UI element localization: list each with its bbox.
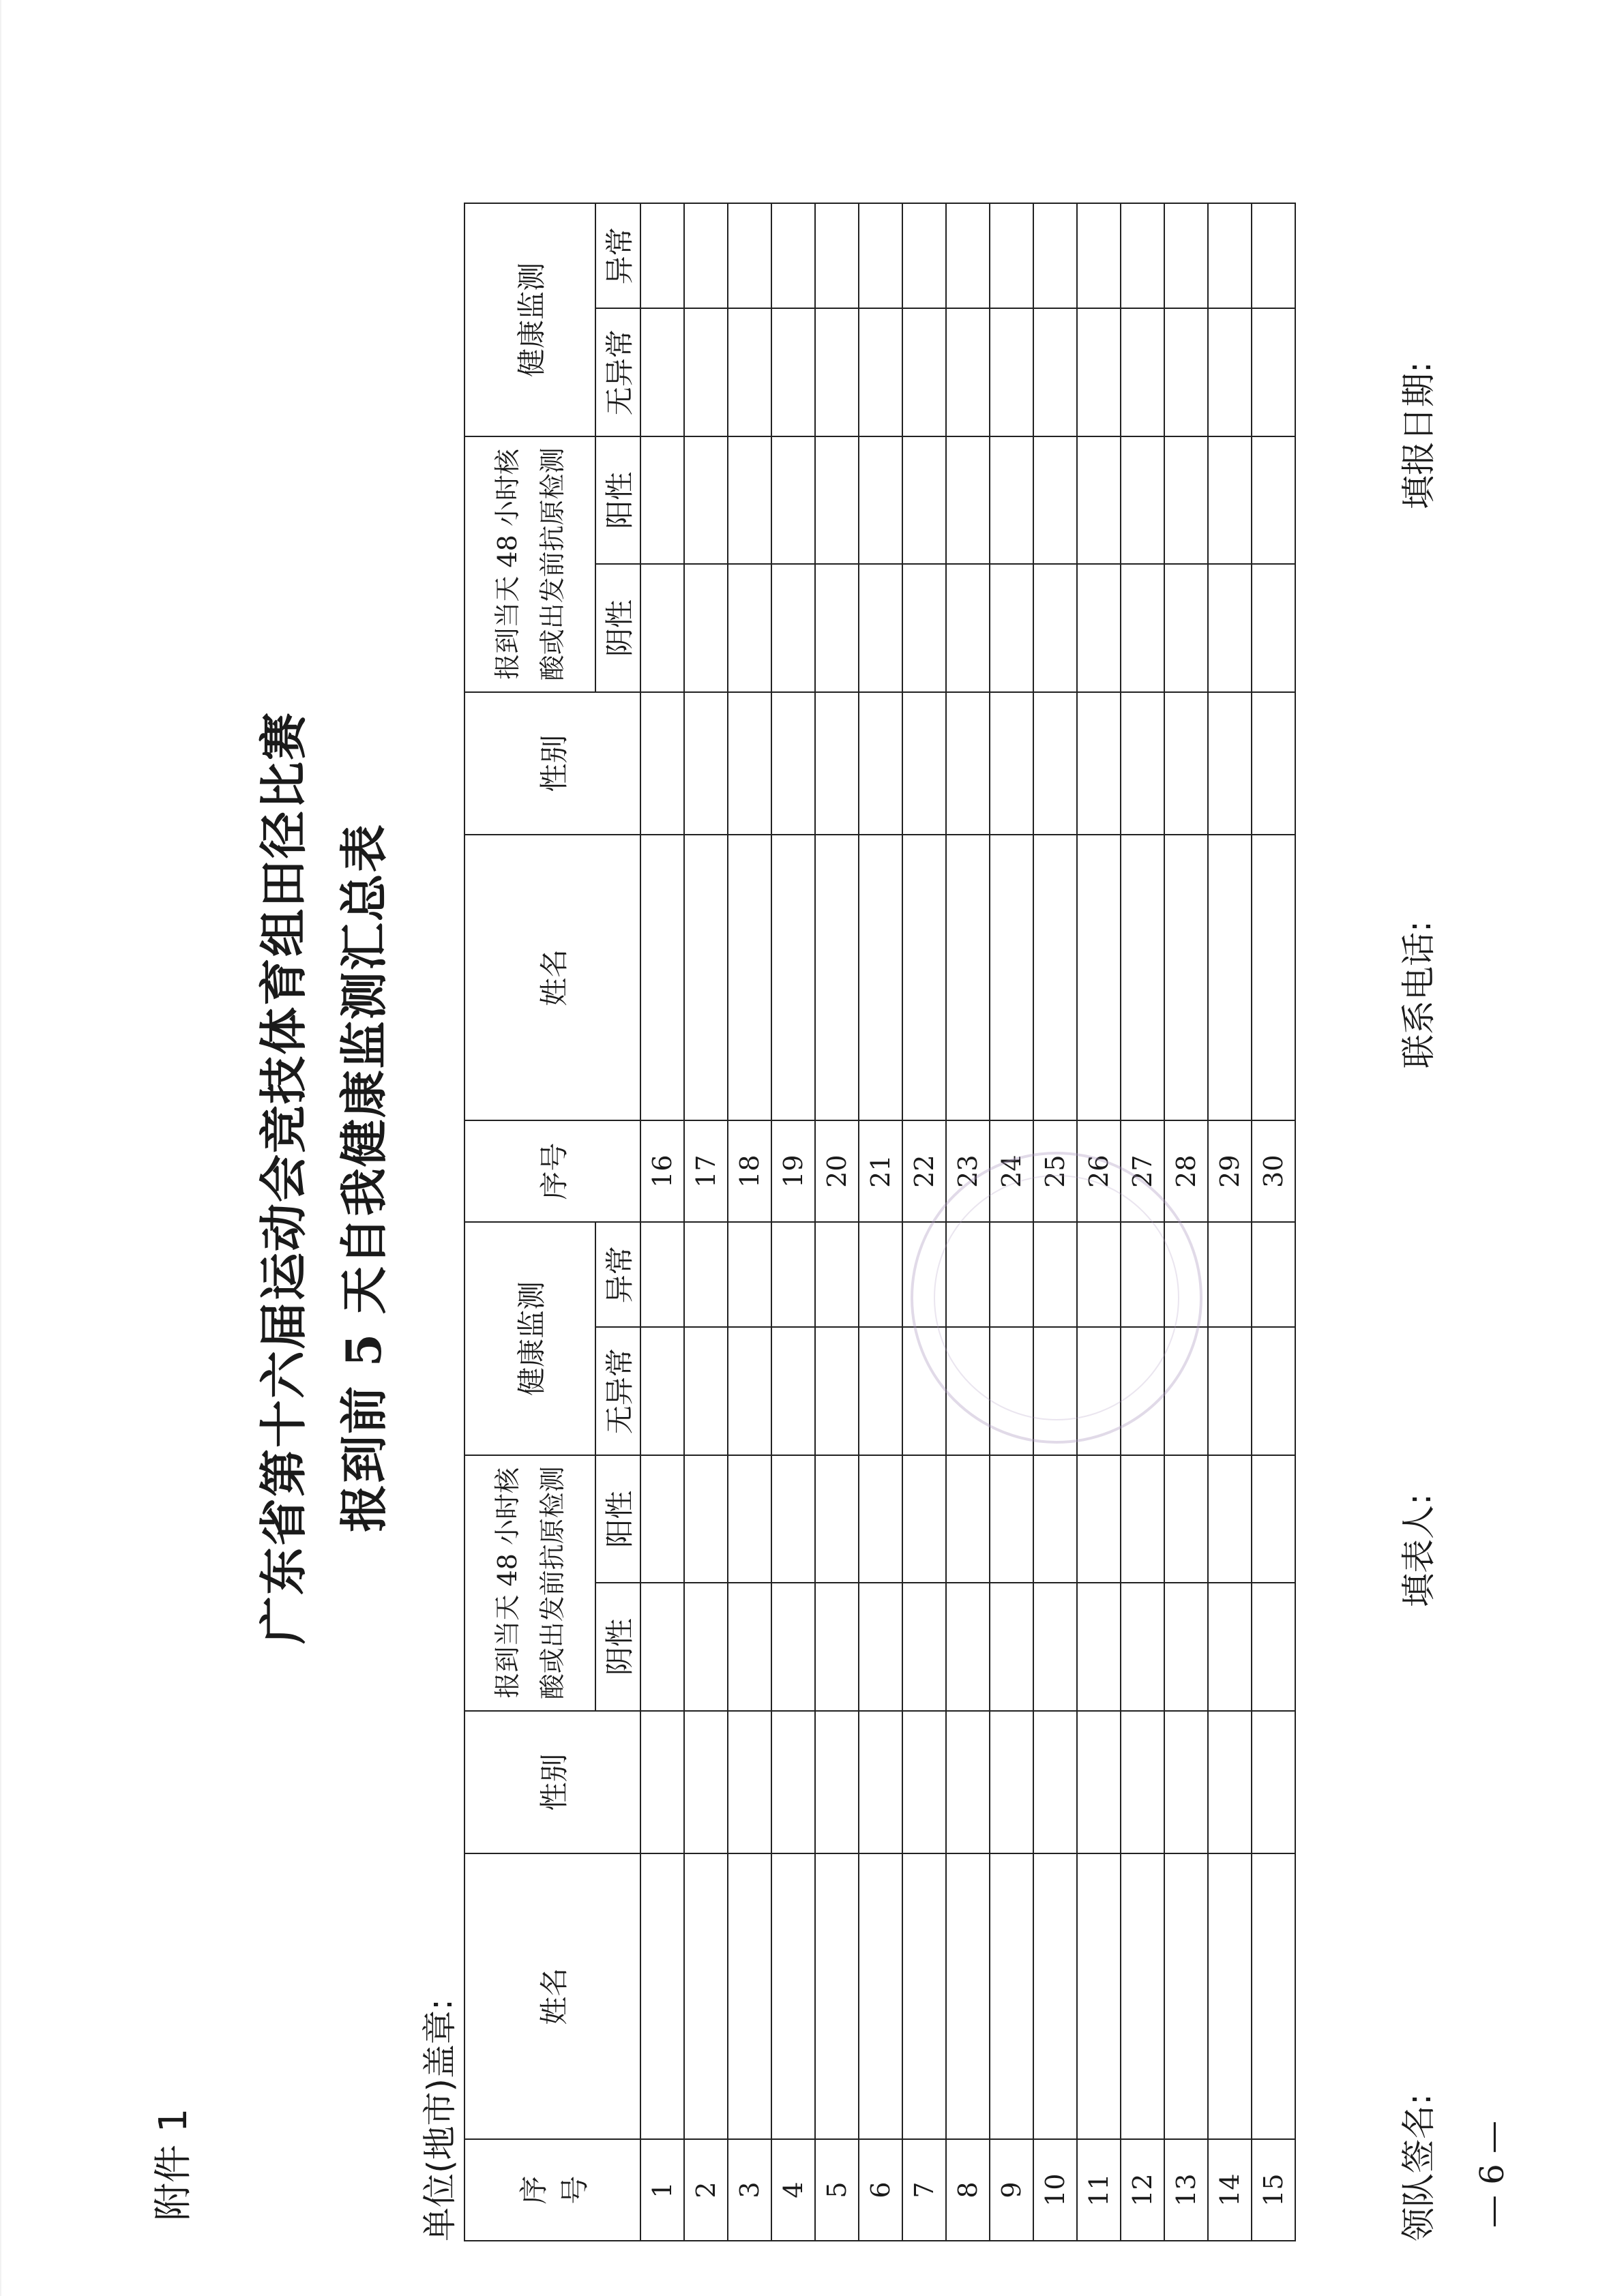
table-row bbox=[771, 203, 815, 2241]
table-cell bbox=[990, 1455, 1033, 1583]
table-cell bbox=[1164, 692, 1208, 835]
table-cell bbox=[1077, 1711, 1121, 1853]
table-cell bbox=[640, 564, 684, 691]
row-number-left: 12 bbox=[1121, 2139, 1164, 2241]
table-cell bbox=[640, 203, 684, 308]
table-cell bbox=[902, 203, 946, 308]
table-cell bbox=[1121, 308, 1164, 436]
test-header-left: 报到当天 48 小时核酸或出发前抗原检测 bbox=[464, 1455, 595, 1711]
rotated-form-canvas bbox=[136, 100, 1511, 2255]
table-cell bbox=[946, 203, 990, 308]
table-cell bbox=[1208, 436, 1252, 564]
row-number-left: 9 bbox=[990, 2139, 1033, 2241]
table-cell bbox=[1077, 1455, 1121, 1583]
table-cell bbox=[771, 1455, 815, 1583]
table-cell bbox=[1121, 203, 1164, 308]
table-cell bbox=[1252, 1711, 1295, 1853]
table-cell bbox=[1252, 308, 1295, 436]
form-title-line-2: 报到前 5 天自我健康监测汇总表 bbox=[336, 823, 392, 1532]
row-number-left: 5 bbox=[815, 2139, 859, 2241]
table-cell bbox=[1252, 436, 1295, 564]
table-cell bbox=[1033, 692, 1077, 835]
row-number-left: 1 bbox=[640, 2139, 684, 2241]
row-number-right: 17 bbox=[684, 1120, 728, 1222]
row-number-left: 11 bbox=[1077, 2139, 1121, 2241]
page-number: — 6 — bbox=[1473, 2120, 1511, 2228]
table-cell bbox=[946, 564, 990, 691]
table-cell bbox=[1252, 1853, 1295, 2139]
table-cell bbox=[990, 1853, 1033, 2139]
table-cell bbox=[1121, 1583, 1164, 1710]
table-cell bbox=[1164, 1711, 1208, 1853]
table-cell bbox=[1208, 1222, 1252, 1327]
row-number-right: 18 bbox=[728, 1120, 771, 1222]
table-cell bbox=[859, 564, 902, 691]
table-cell bbox=[815, 1853, 859, 2139]
row-number-right: 30 bbox=[1252, 1120, 1295, 1222]
table-cell bbox=[815, 1583, 859, 1710]
table-cell bbox=[640, 1327, 684, 1455]
table-row bbox=[859, 203, 902, 2241]
table-cell bbox=[1033, 1853, 1077, 2139]
table-cell bbox=[1121, 564, 1164, 691]
table-cell bbox=[640, 1222, 684, 1327]
table-cell bbox=[946, 1711, 990, 1853]
table-cell bbox=[902, 692, 946, 835]
phone-label: 联系电话: bbox=[1399, 921, 1438, 1069]
table-cell bbox=[815, 835, 859, 1120]
table-cell bbox=[990, 692, 1033, 835]
table-cell bbox=[771, 1583, 815, 1710]
table-cell bbox=[728, 1711, 771, 1853]
table-cell bbox=[815, 1222, 859, 1327]
table-cell bbox=[990, 436, 1033, 564]
row-number-right: 24 bbox=[990, 1120, 1033, 1222]
table-cell bbox=[1252, 564, 1295, 691]
table-cell bbox=[1252, 692, 1295, 835]
table-cell bbox=[771, 203, 815, 308]
row-number-left: 10 bbox=[1033, 2139, 1077, 2241]
header-row-1 bbox=[464, 203, 595, 2241]
table-cell bbox=[859, 1455, 902, 1583]
gender-header-right: 性别 bbox=[464, 692, 640, 835]
table-cell bbox=[640, 1455, 684, 1583]
table-cell bbox=[684, 835, 728, 1120]
table-cell bbox=[902, 308, 946, 436]
table-cell bbox=[640, 1583, 684, 1710]
table-cell bbox=[684, 436, 728, 564]
table-cell bbox=[1208, 1583, 1252, 1710]
table-cell bbox=[1208, 1455, 1252, 1583]
row-number-right: 16 bbox=[640, 1120, 684, 1222]
table-cell bbox=[990, 564, 1033, 691]
table-cell bbox=[902, 1583, 946, 1710]
table-cell bbox=[728, 1583, 771, 1710]
table-cell bbox=[1033, 1583, 1077, 1710]
table-cell bbox=[1121, 436, 1164, 564]
table-cell bbox=[902, 1711, 946, 1853]
table-cell bbox=[946, 1853, 990, 2139]
table-cell bbox=[684, 1222, 728, 1327]
table-cell bbox=[859, 1583, 902, 1710]
table-cell bbox=[771, 1222, 815, 1327]
table-cell bbox=[902, 835, 946, 1120]
table-cell bbox=[902, 564, 946, 691]
table-cell bbox=[728, 692, 771, 835]
table-cell bbox=[1077, 692, 1121, 835]
row-number-left: 15 bbox=[1252, 2139, 1295, 2241]
row-number-right: 23 bbox=[946, 1120, 990, 1222]
table-cell bbox=[1252, 1222, 1295, 1327]
name-header-right: 姓名 bbox=[464, 835, 640, 1120]
table-cell bbox=[1252, 835, 1295, 1120]
table-cell bbox=[1164, 564, 1208, 691]
table-cell bbox=[859, 203, 902, 308]
table-cell bbox=[990, 308, 1033, 436]
table-cell bbox=[815, 564, 859, 691]
table-cell bbox=[859, 308, 902, 436]
table-cell bbox=[815, 436, 859, 564]
table-cell bbox=[1208, 835, 1252, 1120]
table-cell bbox=[1164, 1455, 1208, 1583]
table-cell bbox=[946, 1583, 990, 1710]
table-cell bbox=[1252, 1327, 1295, 1455]
row-number-right: 29 bbox=[1208, 1120, 1252, 1222]
table-cell bbox=[684, 692, 728, 835]
table-row bbox=[1252, 203, 1295, 2241]
test-header-right: 报到当天 48 小时核酸或出发前抗原检测 bbox=[464, 436, 595, 692]
table-cell bbox=[771, 308, 815, 436]
table-cell bbox=[1121, 1853, 1164, 2139]
normal-header-left: 无异常 bbox=[595, 1327, 640, 1455]
table-cell bbox=[771, 1853, 815, 2139]
table-cell bbox=[859, 1222, 902, 1327]
table-cell bbox=[946, 1455, 990, 1583]
gender-header-left: 性别 bbox=[464, 1711, 640, 1853]
row-number-right: 28 bbox=[1164, 1120, 1208, 1222]
table-cell bbox=[859, 436, 902, 564]
table-cell bbox=[728, 1853, 771, 2139]
table-cell bbox=[728, 436, 771, 564]
table-cell bbox=[946, 692, 990, 835]
table-cell bbox=[1121, 1455, 1164, 1583]
table-cell bbox=[728, 835, 771, 1120]
table-cell bbox=[684, 1853, 728, 2139]
table-cell bbox=[1164, 308, 1208, 436]
table-cell bbox=[902, 1853, 946, 2139]
table-cell bbox=[1208, 308, 1252, 436]
table-cell bbox=[815, 1711, 859, 1853]
table-cell bbox=[859, 835, 902, 1120]
row-number-right: 21 bbox=[859, 1120, 902, 1222]
table-cell bbox=[1208, 564, 1252, 691]
table-cell bbox=[1077, 436, 1121, 564]
row-number-left: 2 bbox=[684, 2139, 728, 2241]
row-number-left: 14 bbox=[1208, 2139, 1252, 2241]
table-cell bbox=[1164, 436, 1208, 564]
table-cell bbox=[771, 692, 815, 835]
table-cell bbox=[771, 1327, 815, 1455]
table-cell bbox=[1077, 308, 1121, 436]
table-cell bbox=[815, 1327, 859, 1455]
table-cell bbox=[771, 564, 815, 691]
normal-header-right: 无异常 bbox=[595, 308, 640, 436]
table-cell bbox=[684, 1327, 728, 1455]
table-cell bbox=[990, 835, 1033, 1120]
row-number-right: 27 bbox=[1121, 1120, 1164, 1222]
table-cell bbox=[684, 564, 728, 691]
table-cell bbox=[728, 308, 771, 436]
table-cell bbox=[859, 692, 902, 835]
table-cell bbox=[1033, 564, 1077, 691]
table-cell bbox=[946, 835, 990, 1120]
table-row bbox=[815, 203, 859, 2241]
row-number-left: 4 bbox=[771, 2139, 815, 2241]
table-cell bbox=[859, 1711, 902, 1853]
negative-header-right: 阴性 bbox=[595, 564, 640, 691]
table-cell bbox=[1208, 692, 1252, 835]
table-cell bbox=[640, 692, 684, 835]
table-cell bbox=[1164, 203, 1208, 308]
table-cell bbox=[1121, 692, 1164, 835]
negative-header-left: 阴性 bbox=[595, 1583, 640, 1710]
table-cell bbox=[728, 564, 771, 691]
table-row bbox=[684, 203, 728, 2241]
row-number-left: 13 bbox=[1164, 2139, 1208, 2241]
row-number-right: 19 bbox=[771, 1120, 815, 1222]
table-cell bbox=[728, 203, 771, 308]
filler-label: 填表人: bbox=[1399, 1493, 1438, 1607]
table-cell bbox=[1077, 564, 1121, 691]
row-number-left: 3 bbox=[728, 2139, 771, 2241]
table-cell bbox=[990, 1583, 1033, 1710]
abnormal-header-left: 异常 bbox=[595, 1222, 640, 1327]
table-cell bbox=[1208, 1711, 1252, 1853]
form-title-line-1: 广东省第十六届运动会竞技体育组田径比赛 bbox=[255, 711, 312, 1644]
abnormal-header-right: 异常 bbox=[595, 203, 640, 308]
table-cell bbox=[1077, 1583, 1121, 1710]
table-cell bbox=[815, 203, 859, 308]
seq-header-left: 序 号 bbox=[464, 2139, 640, 2241]
table-cell bbox=[684, 1455, 728, 1583]
table-cell bbox=[815, 692, 859, 835]
table-cell bbox=[946, 308, 990, 436]
table-cell bbox=[1033, 308, 1077, 436]
table-cell bbox=[990, 203, 1033, 308]
table-cell bbox=[640, 308, 684, 436]
row-number-left: 7 bbox=[902, 2139, 946, 2241]
unit-stamp-label: 单位(地市)盖章: bbox=[420, 1999, 460, 2241]
table-cell bbox=[1077, 835, 1121, 1120]
table-cell bbox=[728, 1222, 771, 1327]
row-number-right: 26 bbox=[1077, 1120, 1121, 1222]
table-cell bbox=[1121, 1711, 1164, 1853]
table-cell bbox=[815, 308, 859, 436]
table-cell bbox=[902, 1455, 946, 1583]
leader-signature-label: 领队签名: bbox=[1399, 2093, 1438, 2241]
table-cell bbox=[1121, 835, 1164, 1120]
table-cell bbox=[1252, 1455, 1295, 1583]
page-edge bbox=[0, 0, 1, 2296]
table-cell bbox=[771, 1711, 815, 1853]
table-cell bbox=[1164, 1853, 1208, 2139]
attachment-label: 附件 1 bbox=[151, 2108, 196, 2221]
table-cell bbox=[771, 436, 815, 564]
table-cell bbox=[640, 1853, 684, 2139]
table-cell bbox=[1077, 1853, 1121, 2139]
table-cell bbox=[1252, 203, 1295, 308]
table-cell bbox=[684, 1711, 728, 1853]
table-cell bbox=[728, 1327, 771, 1455]
positive-header-right: 阳性 bbox=[595, 436, 640, 564]
positive-header-left: 阳性 bbox=[595, 1455, 640, 1583]
date-label: 填报日期: bbox=[1399, 361, 1438, 509]
table-cell bbox=[902, 436, 946, 564]
table-cell bbox=[1077, 203, 1121, 308]
table-cell bbox=[1164, 1583, 1208, 1710]
table-cell bbox=[1208, 203, 1252, 308]
table-cell bbox=[1164, 835, 1208, 1120]
table-cell bbox=[771, 835, 815, 1120]
row-number-right: 25 bbox=[1033, 1120, 1077, 1222]
table-cell bbox=[1208, 1327, 1252, 1455]
table-cell bbox=[859, 1327, 902, 1455]
table-cell bbox=[1033, 1711, 1077, 1853]
table-cell bbox=[946, 436, 990, 564]
name-header-left: 姓名 bbox=[464, 1853, 640, 2139]
seq-header-right: 序号 bbox=[464, 1120, 640, 1222]
table-cell bbox=[1033, 203, 1077, 308]
table-cell bbox=[640, 835, 684, 1120]
table-cell bbox=[728, 1455, 771, 1583]
table-cell bbox=[684, 308, 728, 436]
table-cell bbox=[859, 1853, 902, 2139]
table-row bbox=[640, 203, 684, 2241]
row-number-left: 6 bbox=[859, 2139, 902, 2241]
row-number-right: 20 bbox=[815, 1120, 859, 1222]
table-cell bbox=[1033, 1455, 1077, 1583]
table-cell bbox=[640, 1711, 684, 1853]
table-row bbox=[1208, 203, 1252, 2241]
table-cell bbox=[1033, 835, 1077, 1120]
table-cell bbox=[684, 1583, 728, 1710]
health-header-right: 健康监测 bbox=[464, 203, 595, 436]
row-number-left: 8 bbox=[946, 2139, 990, 2241]
faded-official-seal bbox=[911, 1152, 1202, 1444]
row-number-right: 22 bbox=[902, 1120, 946, 1222]
table-row bbox=[728, 203, 771, 2241]
table-cell bbox=[640, 436, 684, 564]
table-cell bbox=[1208, 1853, 1252, 2139]
table-cell bbox=[990, 1711, 1033, 1853]
table-cell bbox=[684, 203, 728, 308]
table-cell bbox=[1252, 1583, 1295, 1710]
table-cell bbox=[1033, 436, 1077, 564]
table-cell bbox=[815, 1455, 859, 1583]
health-header-left: 健康监测 bbox=[464, 1222, 595, 1455]
